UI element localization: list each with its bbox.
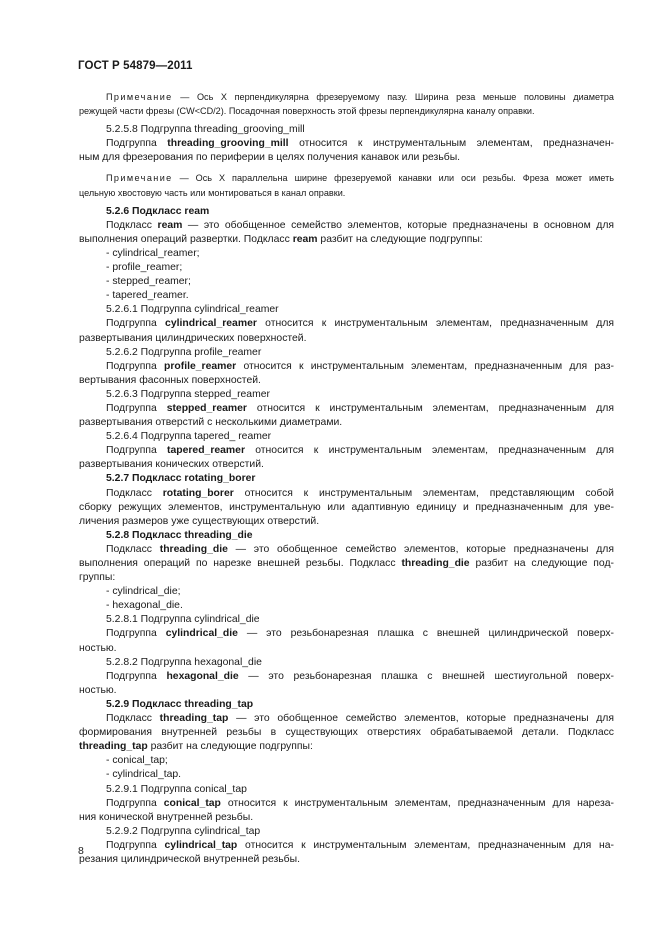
paragraph-line: развертывания конических отверстий. — [79, 459, 264, 471]
subsection-heading: 5.2.8.1 Подгруппа cylindrical_die — [106, 614, 260, 626]
list-item: - cylindrical_die; — [106, 586, 181, 598]
paragraph-line: выполнения операций по нарезке внешней резьбы. Подкласс threading_die разбит на следующие под- — [79, 558, 615, 569]
paragraph-line: личения размеров уже существующих отверстий. — [79, 515, 320, 527]
paragraph-line: ностью. — [79, 684, 117, 696]
list-item: - tapered_reamer. — [106, 290, 189, 302]
paragraph-line: Подгруппа tapered_reamer относится к инструментальным элементам, предназначенным для — [106, 445, 614, 457]
note-line: Примечание — Ось X перпендикулярна фрезеруемому пазу. Ширина реза меньше половины диаметра — [106, 92, 614, 102]
paragraph-line: Подкласс ream — это обобщенное семейство элементов, которые предназначены в основном для — [106, 219, 615, 231]
section-heading: 5.2.8 Подкласс threading_die — [106, 529, 253, 541]
subsection-heading: 5.2.6.3 Подгруппа stepped_reamer — [106, 388, 270, 400]
subsection-heading: 5.2.6.2 Подгруппа profile_reamer — [106, 346, 262, 358]
paragraph-line: Подгруппа conical_tap относится к инструментальным элементам, предназначенным для нареза- — [106, 797, 615, 809]
paragraph-line: Подгруппа profile_reamer относится к инструментальным элементам, предназначенным для раз- — [106, 360, 614, 372]
list-item: - cylindrical_reamer; — [106, 247, 200, 259]
document-header: ГОСТ Р 54879—2011 — [78, 60, 193, 72]
paragraph-line: Подгруппа hexagonal_die — это резьбонарезная плашка с внешней шестиугольной поверх- — [106, 670, 614, 682]
paragraph-line: Подгруппа threading_grooving_mill относится к инструментальным элементам, предназначен- — [106, 138, 615, 150]
paragraph-line: ния конической внутренней резьбы. — [79, 811, 254, 823]
paragraph-line: развертывания отверстий с несколькими диаметрами. — [79, 417, 343, 429]
paragraph-line: сборку режущих элементов, инструментальную или адаптивную единицу и предназначенным для уве- — [79, 501, 614, 513]
note-line: цельную хвостовую часть или монтироваться в канал оправки. — [79, 187, 346, 198]
paragraph-line: threading_tap разбит на следующие подгруппы: — [79, 741, 313, 753]
section-heading: 5.2.9 Подкласс threading_tap — [106, 698, 254, 710]
note-line: Примечание — Ось X параллельна ширине фрезеруемой канавки или оси резьбы. Фреза может иметь — [106, 173, 614, 184]
document-body — [79, 90, 614, 867]
subsection-heading: 5.2.9.2 Подгруппа cylindrical_tap — [106, 825, 261, 837]
subsection-heading: 5.2.9.1 Подгруппа conical_tap — [106, 783, 247, 795]
subsection-heading: 5.2.6.4 Подгруппа tapered_ reamer — [106, 431, 272, 443]
paragraph-line: Подгруппа cylindrical_reamer относится к инструментальным элементам, предназначенным для — [106, 318, 615, 330]
paragraph-line: Подкласс rotating_borer относится к инструментальным элементам, представляющим собой — [106, 487, 614, 499]
list-item: - conical_tap; — [106, 755, 168, 767]
section-heading: 5.2.7 Подкласс rotating_borer — [106, 473, 256, 485]
paragraph-line: Подгруппа stepped_reamer относится к инструментальным элементам, предназначенным для — [106, 402, 614, 414]
paragraph-line: Подгруппа cylindrical_tap относится к инструментальным элементам, предназначенным для на- — [106, 839, 614, 851]
paragraph-line: выполнения операций развертки. Подкласс ream разбит на следующие подгруппы: — [79, 233, 483, 245]
subsection-heading: 5.2.6.1 Подгруппа cylindrical_reamer — [106, 304, 279, 316]
list-item: - profile_reamer; — [106, 262, 183, 274]
list-item: - stepped_reamer; — [106, 276, 191, 288]
paragraph-line: вертывания фасонных поверхностей. — [79, 374, 261, 386]
list-item: - cylindrical_tap. — [106, 769, 182, 781]
paragraph-line: Подкласс threading_tap — это обобщенное семейство элементов, которые предназначены для — [106, 713, 614, 725]
note-line: режущей части фрезы (CW<CD/2). Посадочная поверхность этой фрезы перпендикулярна каналу оправки. — [79, 106, 535, 117]
paragraph-line: группы: — [79, 572, 116, 584]
subsection-heading: 5.2.8.2 Подгруппа hexagonal_die — [106, 656, 262, 668]
page-number: 8 — [78, 845, 84, 857]
paragraph-line: развертывания цилиндрических поверхностей. — [79, 332, 307, 344]
paragraph-line: формирования внутренней резьбы в существующих отверстиях обрабатываемой детали. Подкласс — [79, 727, 614, 739]
section-heading: 5.2.6 Подкласс ream — [106, 205, 210, 217]
paragraph-line: ностью. — [79, 642, 117, 654]
list-item: - hexagonal_die. — [106, 600, 183, 612]
subsection-heading: 5.2.5.8 Подгруппа threading_grooving_mill — [106, 124, 305, 136]
paragraph-line: резания цилиндрической внутренней резьбы. — [79, 853, 300, 865]
paragraph-line: Подкласс threading_die — это обобщенное семейство элементов, которые предназначены для — [106, 543, 614, 555]
paragraph-line: ным для фрезерования по периферии в целях получения канавок или резьбы. — [79, 152, 461, 164]
paragraph-line: Подгруппа cylindrical_die — это резьбонарезная плашка с внешней цилиндрической поверх- — [106, 628, 615, 640]
